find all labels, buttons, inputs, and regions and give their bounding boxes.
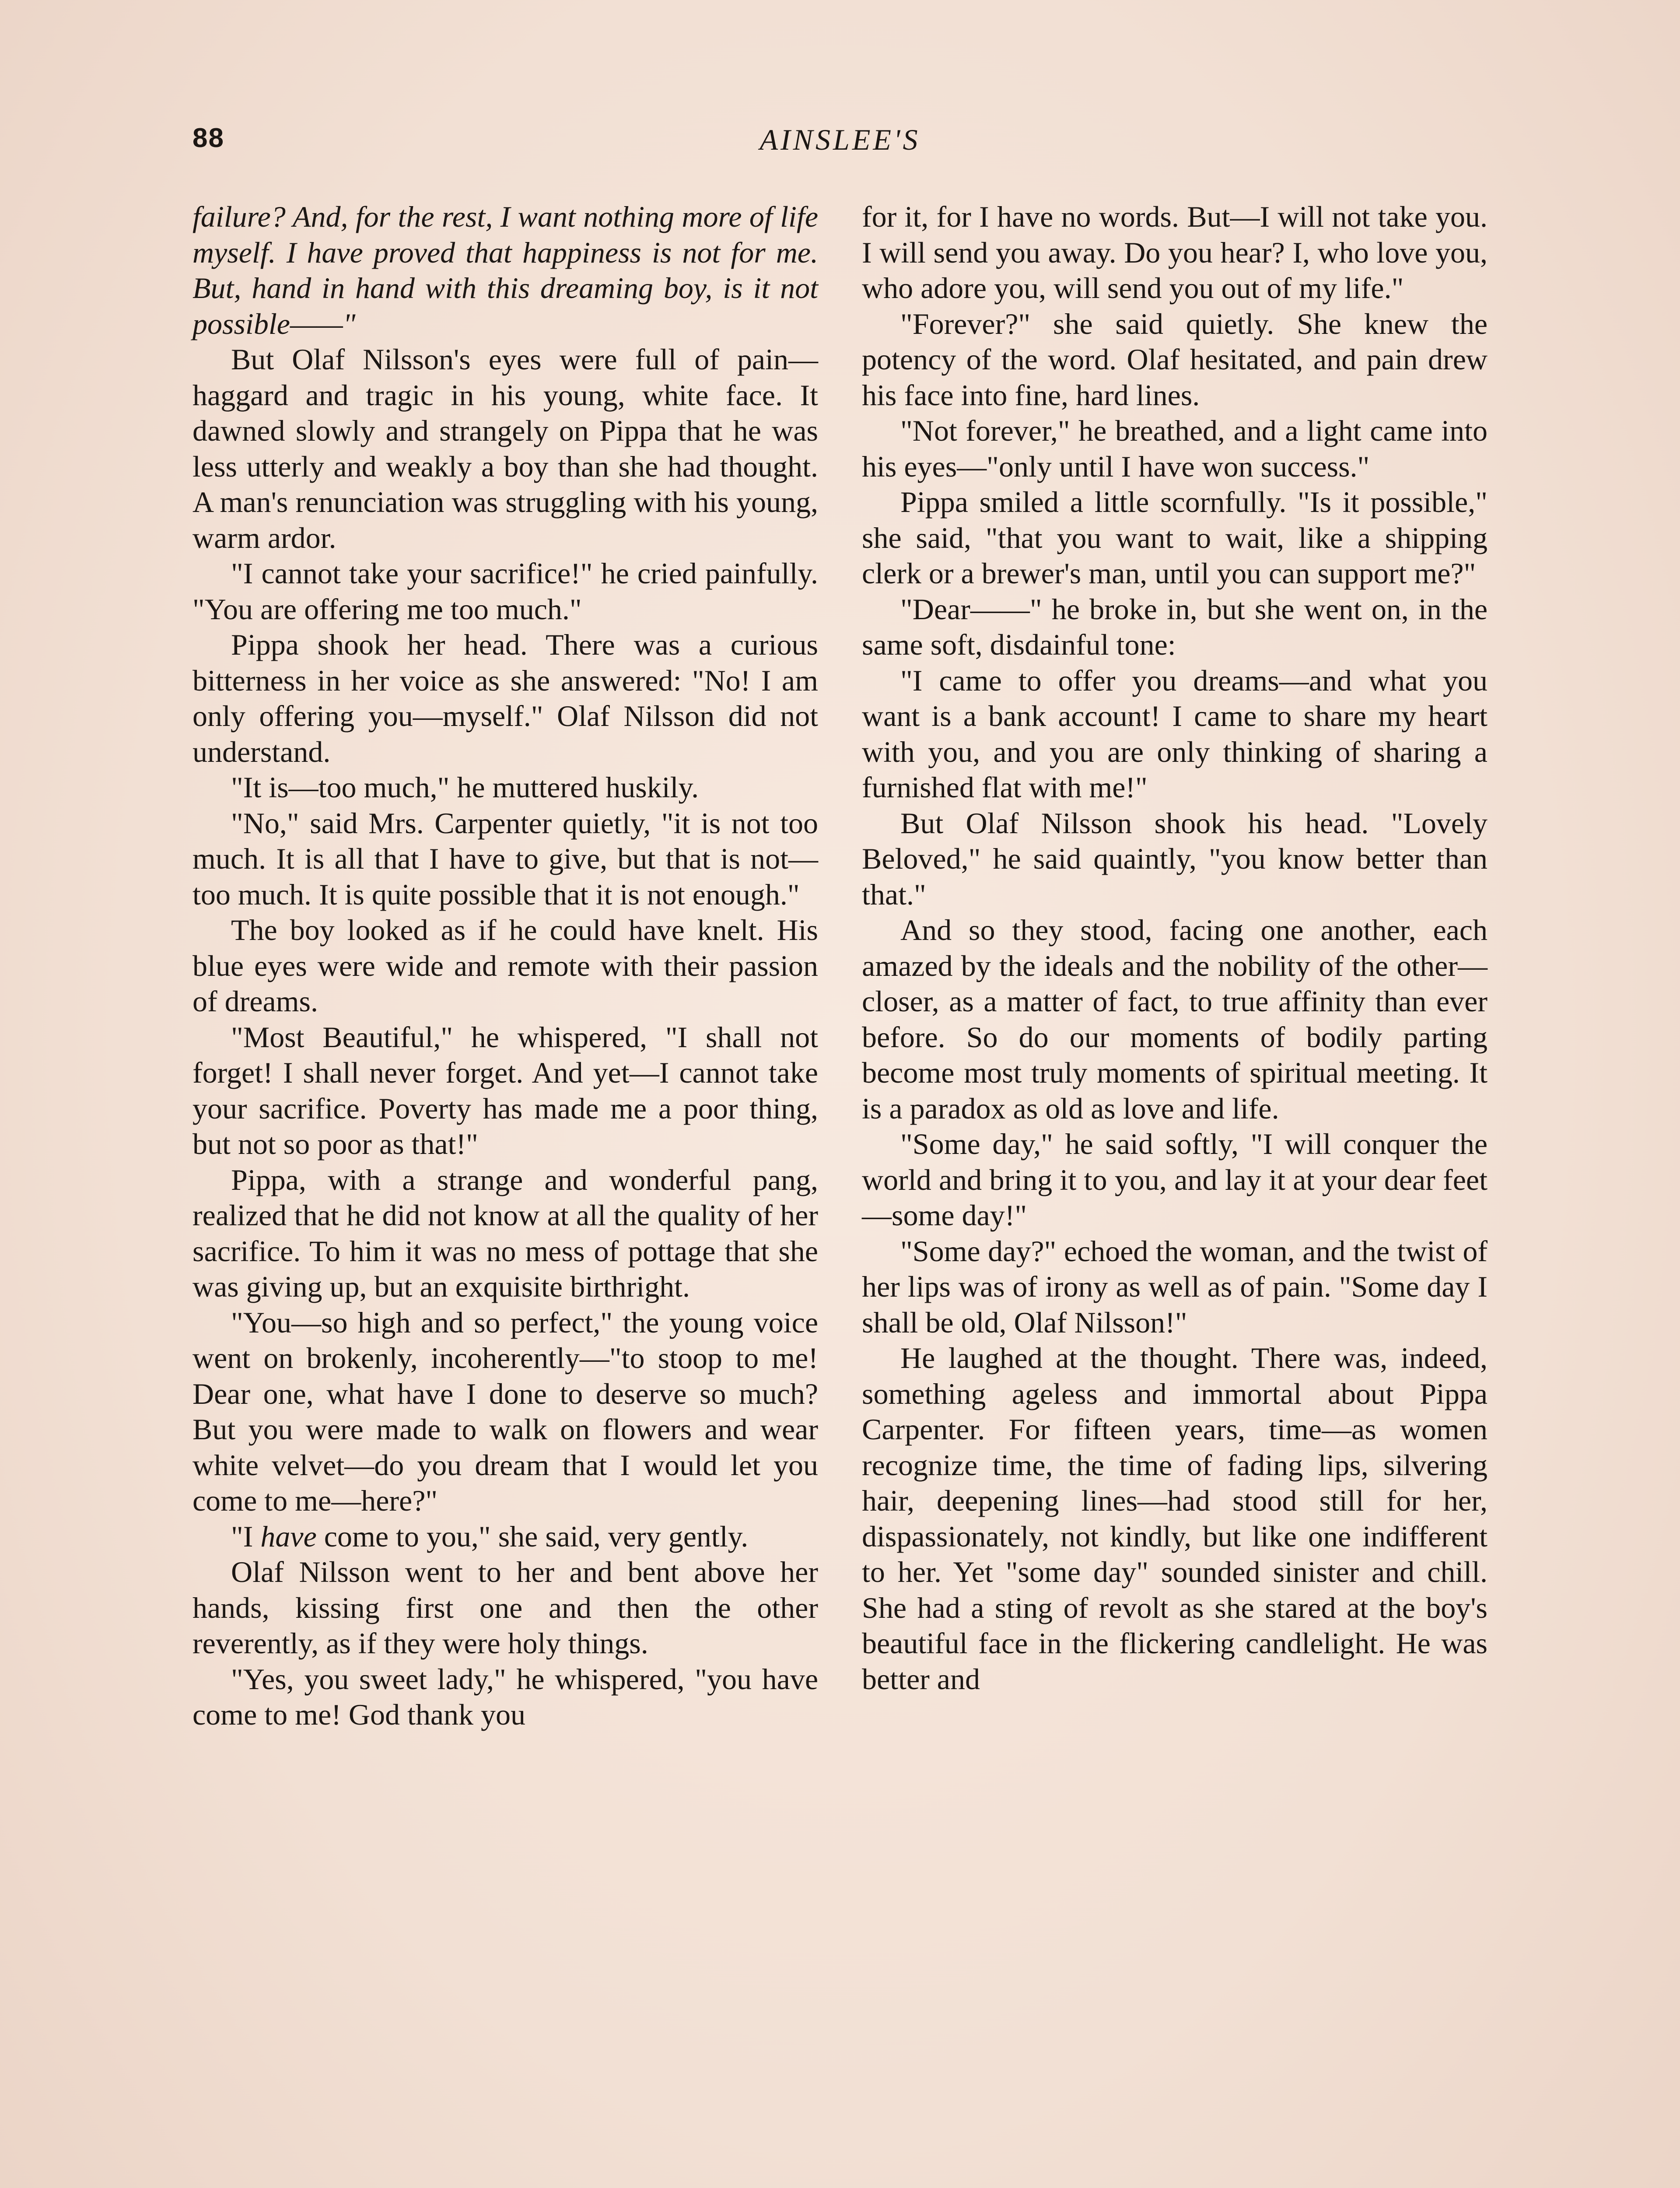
paragraph: He laughed at the thought. There was, indeed, something ageless and immortal about Pippa Carpenter. For fifteen years, time—as women recognize time, the time of fading lips, silvering hair, deepening lines—had stood still for her, dispassionately, not kindly, but like one indifferent to her. Yet "some day" sounded sinister and chill. She had a sting of revolt as she stared at the boy's beautiful face in the flickering candlelight. He was better and <box>862 1341 1488 1696</box>
page-header <box>192 123 1488 166</box>
emphasis-text: have <box>260 1519 317 1553</box>
paragraph: Olaf Nilsson went to her and bent above her hands, kissing first one and then the other reverently, as if they were holy things. <box>192 1555 818 1660</box>
paragraph: for it, for I have no words. But—I will not take you. I will send you away. Do you hear? I, who love you, who adore you, will send you out of my life." <box>862 200 1488 305</box>
paragraph: failure? And, for the rest, I want nothing more of life myself. I have proved that happiness is not for me. But, hand in hand with this dreaming boy, is it not possible——" <box>192 200 818 340</box>
right-column <box>862 199 1488 1697</box>
paragraph: Pippa smiled a little scornfully. "Is it possible," she said, "that you want to wait, like a shipping clerk or a brewer's man, until you can support me?" <box>862 485 1488 590</box>
paragraph: Pippa, with a strange and wonderful pang, realized that he did not know at all the quality of her sacrifice. To him it was no mess of pottage that she was giving up, but an exquisite birthright. <box>192 1163 818 1303</box>
running-head: AINSLEE'S <box>760 123 920 156</box>
paragraph: Pippa shook her head. There was a curious bitterness in her voice as she answered: "No! I am only offering you—myself." Olaf Nilsson did not understand. <box>192 628 818 768</box>
paragraph-text: come to you," she said, very gently. <box>316 1519 749 1553</box>
paragraph: "Not forever," he breathed, and a light came into his eyes—"only until I have won success." <box>862 414 1488 483</box>
paragraph: "Some day?" echoed the woman, and the twist of her lips was of irony as well as of pain. "Some day I shall be old, Olaf Nilsson!" <box>862 1234 1488 1339</box>
paragraph: "Forever?" she said quietly. She knew the potency of the word. Olaf hesitated, and pain drew his face into fine, hard lines. <box>862 307 1488 412</box>
page-number: 88 <box>192 123 224 153</box>
paragraph: "Yes, you sweet lady," he whispered, "you have come to me! God thank you <box>192 1662 818 1731</box>
paragraph: "Some day," he said softly, "I will conquer the world and bring it to you, and lay it at your dear feet—some day!" <box>862 1127 1488 1232</box>
paragraph: And so they stood, facing one another, each amazed by the ideals and the nobility of the other—closer, as a matter of fact, to true affinity than ever before. So do our moments of bodily parting become most truly moments of spiritual meeting. It is a paradox as old as love and life. <box>862 913 1488 1125</box>
paragraph: But Olaf Nilsson shook his head. "Lovely Beloved," he said quaintly, "you know better than that." <box>862 806 1488 911</box>
paragraph: "I cannot take your sacrifice!" he cried painfully. "You are offering me too much." <box>192 557 818 626</box>
paragraph: The boy looked as if he could have knelt. His blue eyes were wide and remote with their passion of dreams. <box>192 913 818 1018</box>
paragraph: "It is—too much," he muttered huskily. <box>231 771 699 804</box>
paragraph: "Dear——" he broke in, but she went on, in the same soft, disdainful tone: <box>862 592 1488 661</box>
paragraph: But Olaf Nilsson's eyes were full of pain—haggard and tragic in his young, white face. It dawned slowly and strangely on Pippa that he was less utterly and weakly a boy than she had thought. A man's renunciation was struggling with his young, warm ardor. <box>192 343 818 554</box>
paragraph <box>192 1519 818 1555</box>
left-column <box>192 199 818 1733</box>
paragraph: "You—so high and so perfect," the young voice went on brokenly, incoherently—"to stoop to me! Dear one, what have I done to deserve so much? But you were made to walk on flowers and wear white velvet—do you dream that I would let you come to me—here?" <box>192 1305 818 1517</box>
paragraph: "I came to offer you dreams—and what you want is a bank account! I came to share my heart with you, and you are only thinking of sharing a furnished flat with me!" <box>862 663 1488 804</box>
paragraph: "Most Beautiful," he whispered, "I shall not forget! I shall never forget. And yet—I cannot take your sacrifice. Poverty has made me a poor thing, but not so poor as that!" <box>192 1020 818 1161</box>
paragraph: "No," said Mrs. Carpenter quietly, "it is not too much. It is all that I have to give, but that is not—too much. It is quite possible that it is not enough." <box>192 806 818 911</box>
paragraph-text: "I <box>231 1519 261 1553</box>
